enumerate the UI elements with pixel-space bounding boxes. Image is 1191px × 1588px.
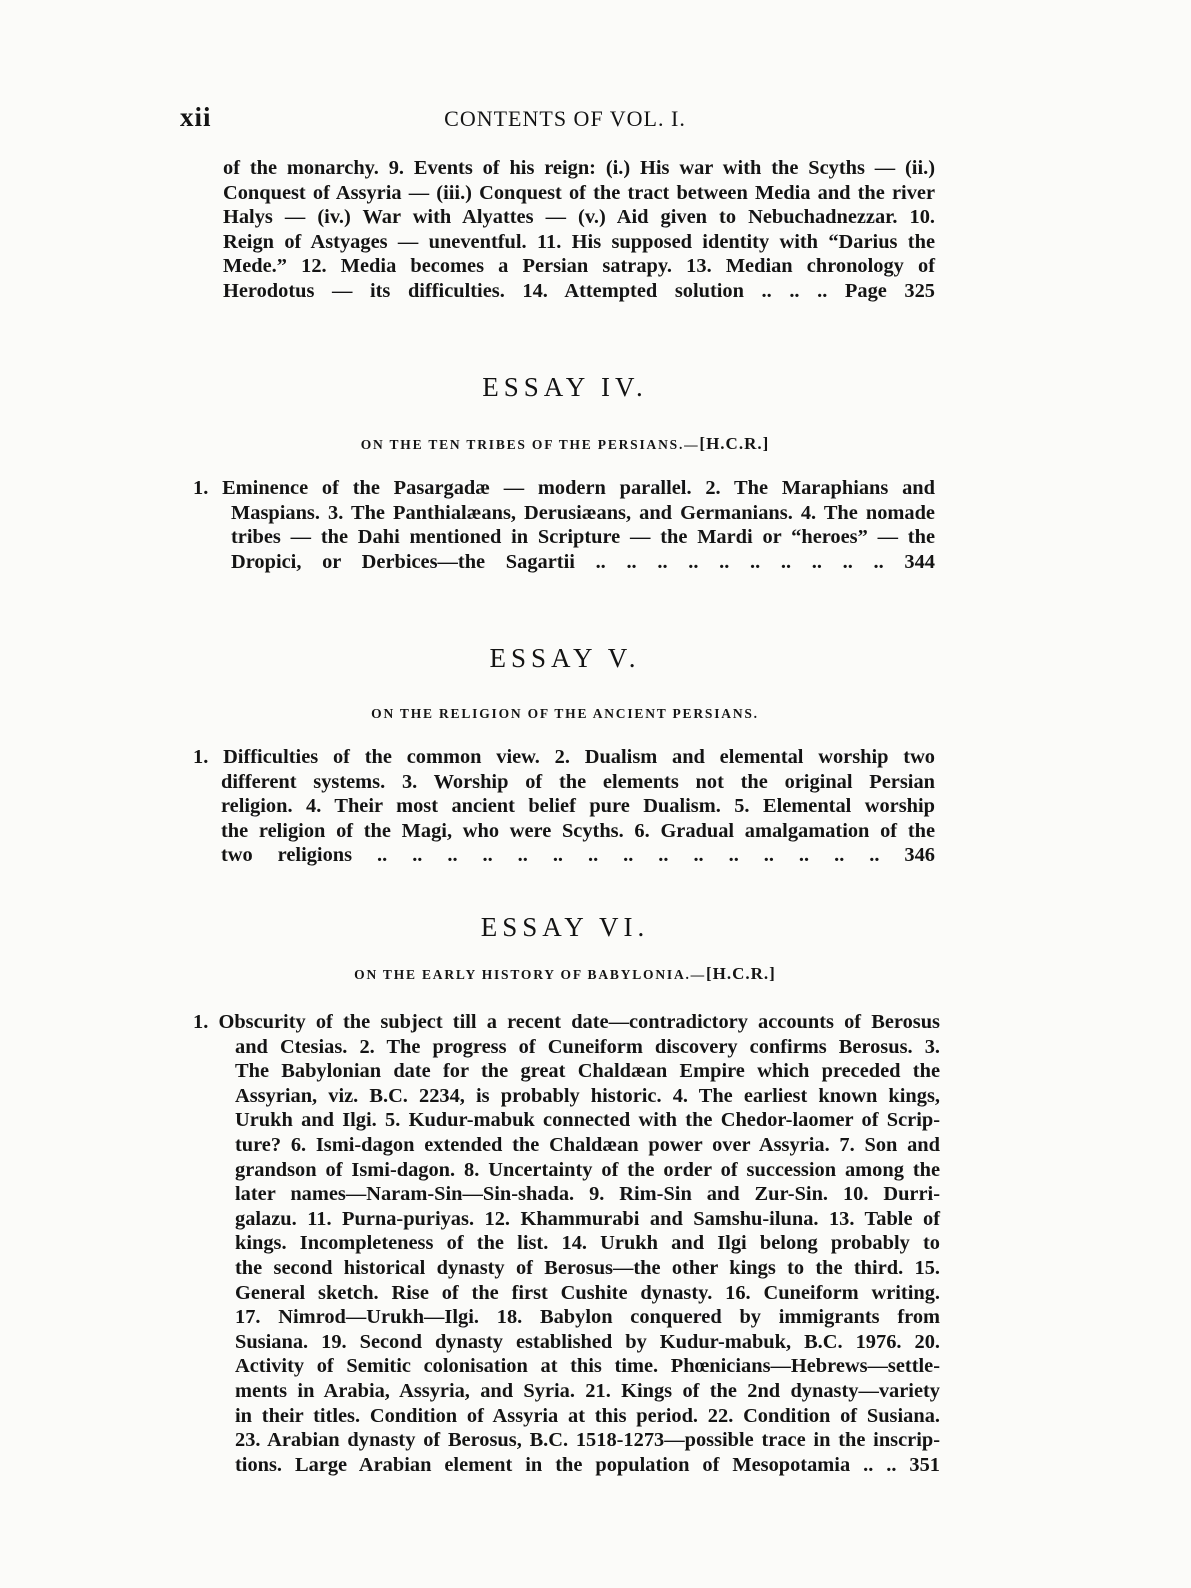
content-line: later names—Naram-Sin—Sin-shada. 9. Rim-Sin and Zur-Sin. 10. Durri- bbox=[235, 1183, 940, 1206]
content-line: Susiana. 19. Second dynasty established by Kudur-mabuk, B.C. 1976. 20. bbox=[235, 1330, 940, 1353]
essay-6-attribution: [H.C.R.] bbox=[705, 964, 776, 983]
content-line: Conquest of Assyria — (iii.) Conquest of the tract between Media and the river bbox=[223, 181, 935, 204]
content-line: two religions .. .. .. .. .. .. .. .. .. .. .. .. .. .. .. 346 bbox=[221, 844, 935, 867]
intro-paragraph bbox=[223, 156, 935, 304]
essay-5-contents bbox=[193, 745, 935, 868]
content-line: Dropici, or Derbices—the Sagartii .. .. .. .. .. .. .. .. .. .. 344 bbox=[231, 550, 935, 573]
content-line: in their titles. Condition of Assyria at this period. 22. Condition of Susiana. bbox=[235, 1404, 940, 1427]
content-line: tribes — the Dahi mentioned in Scripture — the Mardi or “heroes” — the bbox=[231, 526, 935, 549]
content-line: 1. Difficulties of the common view. 2. Dualism and elemental worship two bbox=[193, 746, 935, 768]
essay-6-title: ESSAY VI. bbox=[480, 912, 650, 942]
running-title: CONTENTS OF VOL. I. bbox=[444, 106, 686, 131]
content-line: Halys — (iv.) War with Alyattes — (v.) Aid given to Nebuchadnezzar. 10. bbox=[223, 206, 935, 229]
essay-4-attribution: [H.C.R.] bbox=[699, 434, 770, 453]
content-line: tions. Large Arabian element in the population of Mesopotamia .. .. 351 bbox=[235, 1453, 940, 1476]
content-line: Herodotus — its difficulties. 14. Attempted solution .. .. .. Page 325 bbox=[223, 279, 935, 302]
content-line: Reign of Astyages — uneventful. 11. His supposed identity with “Darius the bbox=[223, 230, 935, 253]
essay-6-subtitle bbox=[180, 964, 950, 984]
content-line: grandson of Ismi-dagon. 8. Uncertainty of the order of succession among the bbox=[235, 1158, 940, 1181]
essay-4-contents bbox=[193, 476, 935, 574]
essay-5-title: ESSAY V. bbox=[489, 643, 641, 673]
essay-4-title: ESSAY IV. bbox=[482, 372, 648, 402]
content-line: Maspians. 3. The Panthialæans, Derusiæans, and Germanians. 4. The nomade bbox=[231, 501, 935, 524]
essay-5-subtitle: ON THE RELIGION OF THE ANCIENT PERSIANS. bbox=[371, 706, 759, 721]
content-line: different systems. 3. Worship of the elements not the original Persian bbox=[221, 770, 935, 793]
essay-4-subtitle bbox=[180, 434, 950, 454]
essay-6-subtitle-text: ON THE EARLY HISTORY OF BABYLONIA.— bbox=[354, 967, 706, 982]
content-line: the religion of the Magi, who were Scyths. 6. Gradual amalgamation of the bbox=[221, 819, 935, 842]
content-line: galazu. 11. Purna-puriyas. 12. Khammurabi and Samshu-iluna. 13. Table of bbox=[235, 1207, 940, 1230]
content-line: and Ctesias. 2. The progress of Cuneiform discovery confirms Berosus. 3. bbox=[235, 1035, 940, 1058]
content-line: 1. Obscurity of the subject till a recent date—contradictory accounts of Berosus bbox=[193, 1011, 940, 1033]
content-line: ments in Arabia, Assyria, and Syria. 21. Kings of the 2nd dynasty—variety bbox=[235, 1379, 940, 1402]
essay-6-contents bbox=[193, 1010, 940, 1477]
content-line: kings. Incompleteness of the list. 14. Urukh and Ilgi belong probably to bbox=[235, 1232, 940, 1255]
page-header bbox=[180, 102, 950, 142]
content-line: ture? 6. Ismi-dagon extended the Chaldæan power over Assyria. 7. Son and bbox=[235, 1133, 940, 1156]
content-line: 1. Eminence of the Pasargadæ — modern parallel. 2. The Maraphians and bbox=[193, 477, 935, 499]
content-line: Mede.” 12. Media becomes a Persian satrapy. 13. Median chronology of bbox=[223, 255, 935, 278]
content-line: 17. Nimrod—Urukh—Ilgi. 18. Babylon conquered by immigrants from bbox=[235, 1306, 940, 1329]
content-line: The Babylonian date for the great Chaldæan Empire which preceded the bbox=[235, 1060, 940, 1083]
content-line: of the monarchy. 9. Events of his reign: (i.) His war with the Scyths — (ii.) bbox=[223, 157, 935, 179]
content-line: 23. Arabian dynasty of Berosus, B.C. 1518-1273—possible trace in the inscrip- bbox=[235, 1429, 940, 1452]
content-line: Activity of Semitic colonisation at this time. Phœnicians—Hebrews—settle- bbox=[235, 1355, 940, 1378]
page-number: xii bbox=[180, 102, 212, 132]
content-line: Urukh and Ilgi. 5. Kudur-mabuk connected with the Chedor-laomer of Scrip- bbox=[235, 1109, 940, 1132]
content-line: religion. 4. Their most ancient belief pure Dualism. 5. Elemental worship bbox=[221, 795, 935, 818]
essay-4-subtitle-text: ON THE TEN TRIBES OF THE PERSIANS.— bbox=[360, 437, 700, 452]
content-line: the second historical dynasty of Berosus—the other kings to the third. 15. bbox=[235, 1256, 940, 1279]
content-line: General sketch. Rise of the first Cushite dynasty. 16. Cuneiform writing. bbox=[235, 1281, 940, 1304]
content-line: Assyrian, viz. B.C. 2234, is probably historic. 4. The earliest known kings, bbox=[235, 1084, 940, 1107]
